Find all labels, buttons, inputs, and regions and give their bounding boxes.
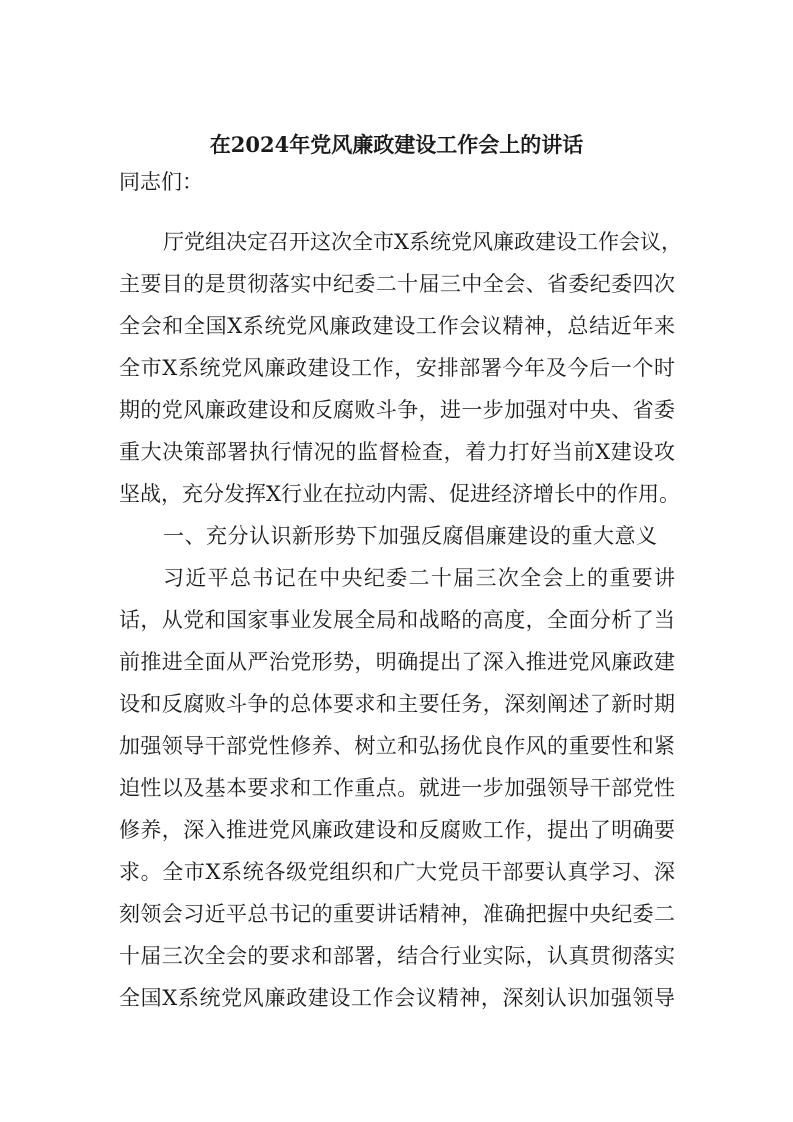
text-line: 重大决策部署执行情况的监督检查，着力打好当前X建设攻 <box>119 440 675 464</box>
text-line: 习近平总书记在中央纪委二十届三次全会上的重要讲 <box>163 566 675 590</box>
text-line: 全国X系统党风廉政建设工作会议精神，深刻认识加强领导 <box>119 986 675 1010</box>
text-line: 前推进全面从严治党形势，明确提出了深入推进党风廉政建 <box>119 650 675 674</box>
text-line: 迫性以及基本要求和工作重点。就进一步加强领导干部党性 <box>119 776 675 800</box>
paragraph-section-1 <box>119 562 675 1024</box>
text-line: 话，从党和国家事业发展全局和战略的高度，全面分析了当 <box>119 608 675 632</box>
paragraph-intro <box>119 226 682 520</box>
salutation: 同志们： <box>119 170 203 194</box>
text-line: 厅党组决定召开这次全市X系统党风廉政建设工作会议， <box>163 230 682 254</box>
text-line: 加强领导干部党性修养、树立和弘扬优良作风的重要性和紧 <box>119 734 675 758</box>
text-line: 期的党风廉政建设和反腐败斗争，进一步加强对中央、省委 <box>119 398 675 422</box>
text-line: 全市X系统党风廉政建设工作，安排部署今年及今后一个时 <box>119 356 675 380</box>
document-body <box>119 166 682 1024</box>
text-line: 十届三次全会的要求和部署，结合行业实际，认真贯彻落实 <box>119 944 675 968</box>
text-line: 主要目的是贯彻落实中纪委二十届三中全会、省委纪委四次 <box>119 272 675 296</box>
text-line: 全会和全国X系统党风廉政建设工作会议精神，总结近年来 <box>119 314 675 338</box>
text-line: 求。全市X系统各级党组织和广大党员干部要认真学习、深 <box>119 860 675 884</box>
text-line: 修养，深入推进党风廉政建设和反腐败工作，提出了明确要 <box>119 818 675 842</box>
section-heading: 一、充分认识新形势下加强反腐倡廉建设的重大意义 <box>163 524 658 548</box>
text-line: 设和反腐败斗争的总体要求和主要任务，深刻阐述了新时期 <box>119 692 675 716</box>
document-title: 在2024年党风廉政建设工作会上的讲话 <box>209 132 584 157</box>
text-line: 刻领会习近平总书记的重要讲话精神，准确把握中央纪委二 <box>119 902 675 926</box>
text-line: 坚战，充分发挥X行业在拉动内需、促进经济增长中的作用。 <box>119 482 680 506</box>
